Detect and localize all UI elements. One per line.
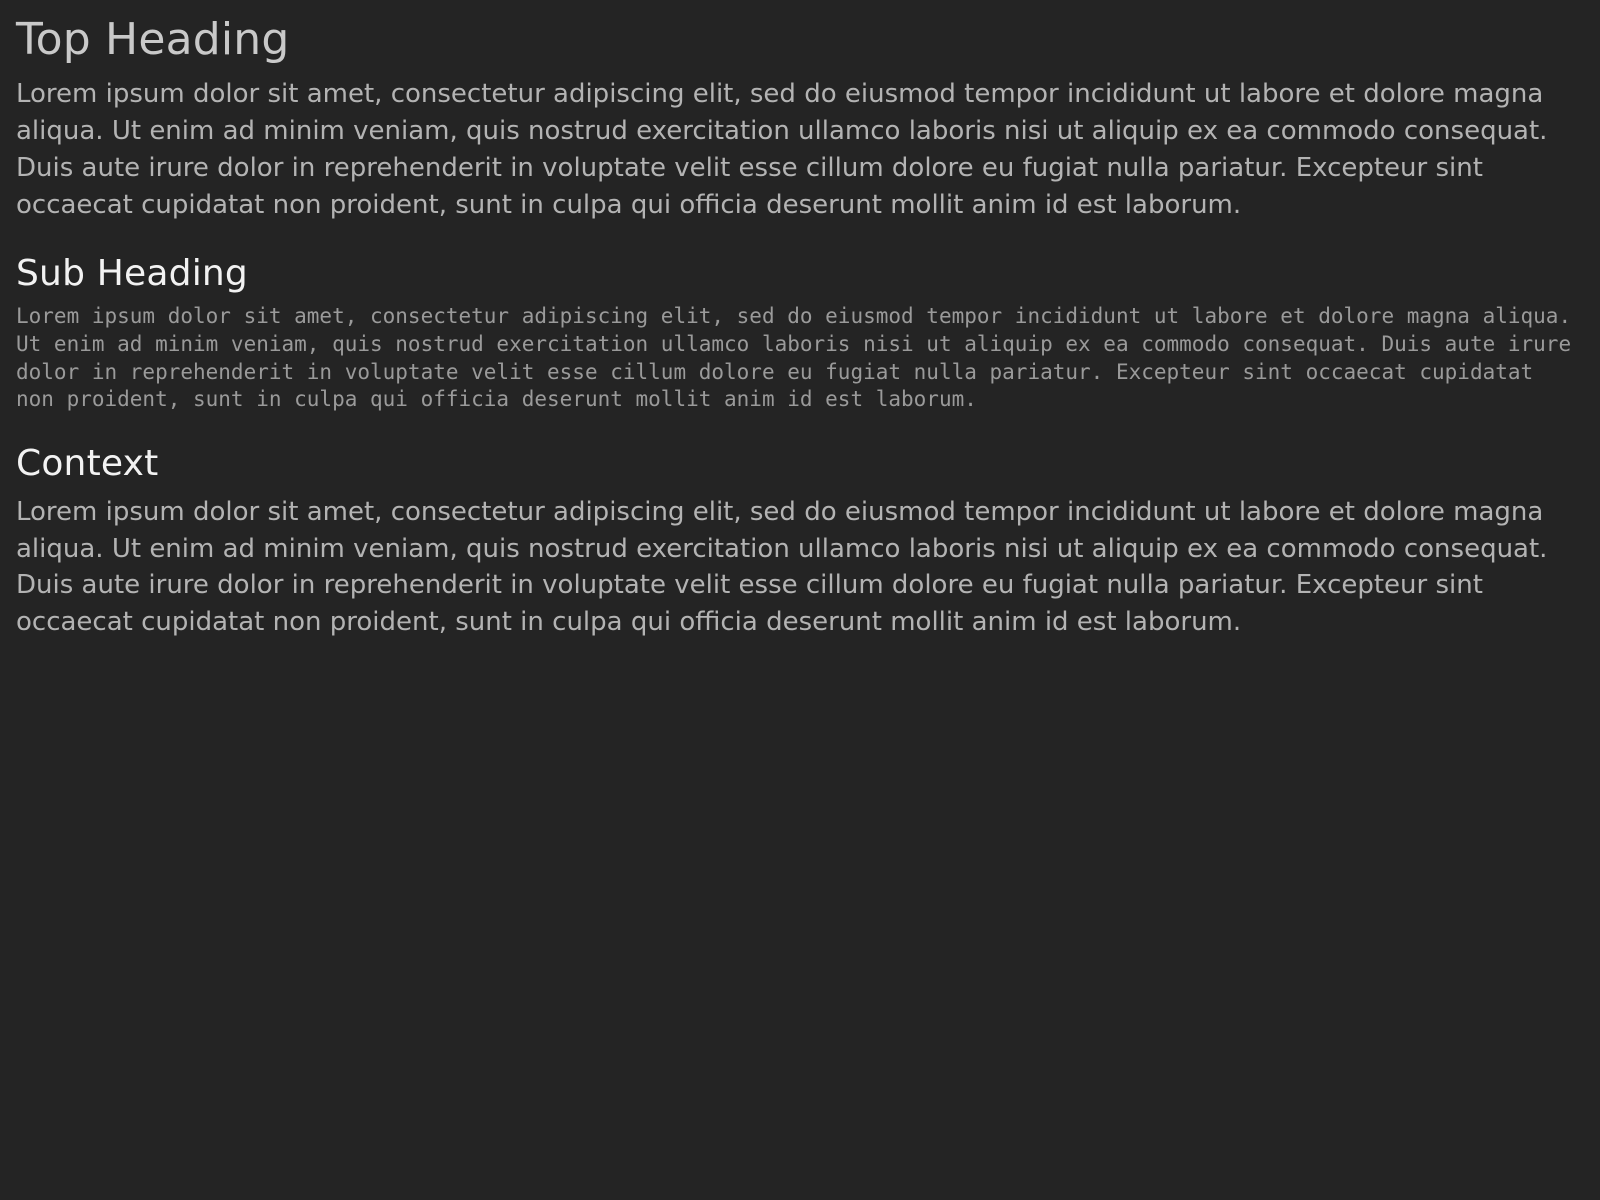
context-heading: Context: [16, 443, 159, 485]
top-heading: Top Heading: [16, 14, 290, 65]
sub-heading-paragraph: Lorem ipsum dolor sit amet, consectetur adipiscing elit, sed do eiusmod tempor incididunt ut labore et dolore magna aliqua. Ut enim ad minim veniam, quis nostrud exercitation ullamco laboris nisi ut aliquip ex ea commodo consequat. Duis aute irure dolor in reprehenderit in voluptate velit esse cillum dolore eu fugiat nulla pariatur. Excepteur sint occaecat cupidatat non proident, sunt in culpa qui officia deserunt mollit anim id est laborum.: [16, 303, 1584, 412]
context-paragraph: Lorem ipsum dolor sit amet, consectetur adipiscing elit, sed do eiusmod tempor incididunt ut labore et dolore magna aliqua. Ut enim ad minim veniam, quis nostrud exercitation ullamco laboris nisi ut aliquip ex ea commodo consequat. Duis aute irure dolor in reprehenderit in voluptate velit esse cillum dolore eu fugiat nulla pariatur. Excepteur sint occaecat cupidatat non proident, sunt in culpa qui officia deserunt mollit anim id est laborum.: [16, 496, 1548, 638]
sub-heading: Sub Heading: [16, 252, 248, 294]
top-heading-paragraph: Lorem ipsum dolor sit amet, consectetur adipiscing elit, sed do eiusmod tempor incididunt ut labore et dolore magna aliqua. Ut enim ad minim veniam, quis nostrud exercitation ullamco laboris nisi ut aliquip ex ea commodo consequat. Duis aute irure dolor in reprehenderit in voluptate velit esse cillum dolore eu fugiat nulla pariatur. Excepteur sint occaecat cupidatat non proident, sunt in culpa qui officia deserunt mollit anim id est laborum.: [16, 78, 1548, 220]
page-bottom-space: [16, 641, 1578, 1041]
